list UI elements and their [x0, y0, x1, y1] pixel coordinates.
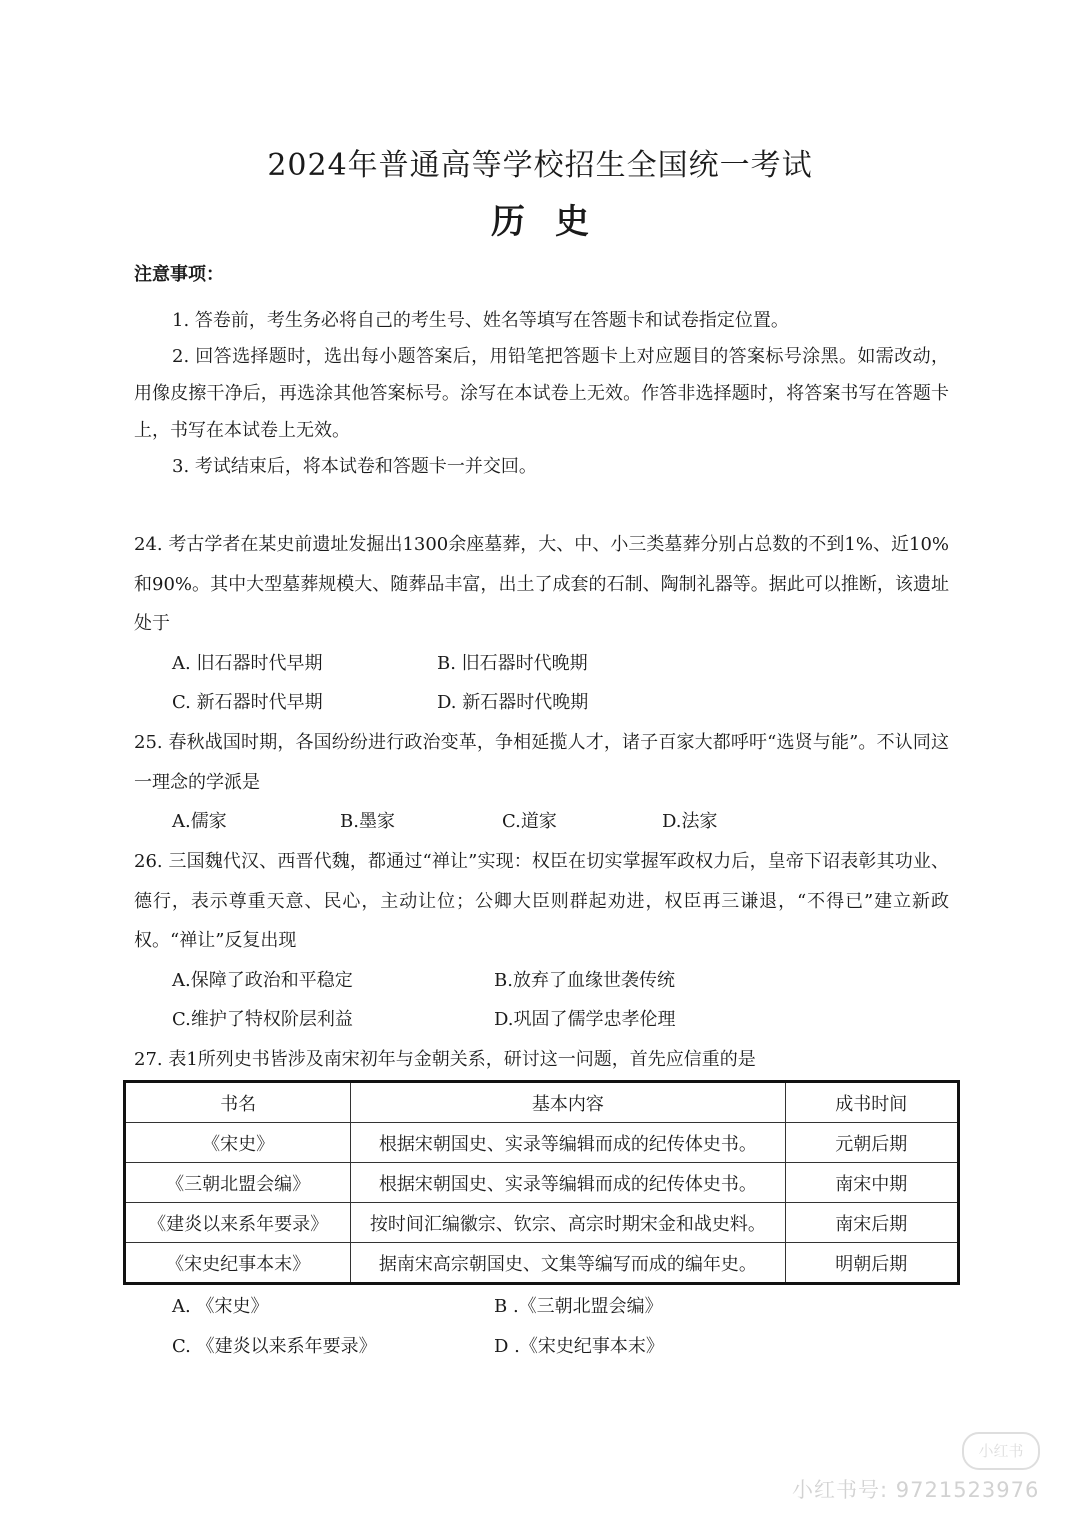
- table-row: [125, 1123, 959, 1163]
- notice-item-3: 3. 考试结束后，将本试卷和答题卡一并交回。: [172, 456, 537, 477]
- table-cell: 南宋中期: [785, 1163, 958, 1203]
- question-25-option-a[interactable]: A.儒家: [172, 811, 227, 832]
- table-cell: 根据宋朝国史、实录等编辑而成的纪传体史书。: [351, 1163, 785, 1203]
- question-24-option-b[interactable]: B. 旧石器时代晚期: [437, 653, 588, 674]
- table-header-cell: 成书时间: [785, 1082, 958, 1123]
- question-26-stem: 26. 三国魏代汉、西晋代魏，都通过“禅让”实现：权臣在切实掌握军政权力后，皇帝下诏表彰其功业、德行，表示尊重天意、民心，主动让位；公卿大臣则群起劝进，权臣再三谦退，“不得已”建立新政权。“禅让”反复出现: [134, 851, 949, 951]
- subject-title: 历史: [491, 202, 619, 242]
- table-cell: 按时间汇编徽宗、钦宗、高宗时期宋金和战史料。: [351, 1203, 785, 1243]
- table-cell: 《建炎以来系年要录》: [125, 1203, 351, 1243]
- watermark-text: 小红书号: 9721523976: [792, 1478, 1040, 1502]
- table-header-row: [125, 1082, 959, 1123]
- question-26-option-b[interactable]: B.放弃了血缘世袭传统: [494, 970, 675, 991]
- question-25-stem: 25. 春秋战国时期，各国纷纷进行政治变革，争相延揽人才，诸子百家大都呼吁“选贤与能”。不认同这一理念的学派是: [134, 732, 949, 793]
- table-cell: 《宋史》: [125, 1123, 351, 1163]
- table-cell: 根据宋朝国史、实录等编辑而成的纪传体史书。: [351, 1123, 785, 1163]
- exam-title: 2024年普通高等学校招生全国统一考试: [267, 148, 813, 183]
- question-25-option-b[interactable]: B.墨家: [340, 811, 395, 832]
- question-26-option-c[interactable]: C.维护了特权阶层利益: [172, 1009, 353, 1030]
- table-cell: 南宋后期: [785, 1203, 958, 1243]
- question-26-option-a[interactable]: A.保障了政治和平稳定: [172, 970, 353, 991]
- notice-item-1: 1. 答卷前，考生务必将自己的考生号、姓名等填写在答题卡和试卷指定位置。: [172, 310, 789, 331]
- table-cell: 明朝后期: [785, 1243, 958, 1284]
- question-27-option-a[interactable]: A. 《宋史》: [172, 1296, 269, 1317]
- question-27-option-c[interactable]: C. 《建炎以来系年要录》: [172, 1336, 377, 1357]
- notice-heading: 注意事项：: [134, 264, 224, 285]
- table-cell: 据南宋高宗朝国史、文集等编写而成的编年史。: [351, 1243, 785, 1284]
- table-cell: 元朝后期: [785, 1123, 958, 1163]
- question-25-option-c[interactable]: C.道家: [502, 811, 557, 832]
- question-24-option-a[interactable]: A. 旧石器时代早期: [172, 653, 323, 674]
- question-26-option-d[interactable]: D.巩固了儒学忠孝伦理: [494, 1009, 676, 1030]
- question-25-option-d[interactable]: D.法家: [662, 811, 718, 832]
- table-row: [125, 1243, 959, 1284]
- question-24-option-c[interactable]: C. 新石器时代早期: [172, 692, 323, 713]
- watermark-logo: 小红书: [962, 1432, 1040, 1470]
- table-cell: 《宋史纪事本末》: [125, 1243, 351, 1284]
- table-row: [125, 1203, 959, 1243]
- table-cell: 《三朝北盟会编》: [125, 1163, 351, 1203]
- notice-item-2: 2. 回答选择题时，选出每小题答案后，用铅笔把答题卡上对应题目的答案标号涂黑。如需改动，用像皮擦干净后，再选涂其他答案标号。涂写在本试卷上无效。作答非选择题时，将答案书写在答题卡上，书写在本试卷上无效。: [134, 346, 949, 441]
- question-27-option-d[interactable]: D .《宋史纪事本末》: [494, 1336, 664, 1357]
- table-header-cell: 书名: [125, 1082, 351, 1123]
- question-24-option-d[interactable]: D. 新石器时代晚期: [437, 692, 589, 713]
- table-header-cell: 基本内容: [351, 1082, 785, 1123]
- table-row: [125, 1163, 959, 1203]
- history-books-table: [123, 1080, 960, 1285]
- question-24-stem: 24. 考古学者在某史前遗址发掘出1300余座墓葬，大、中、小三类墓葬分别占总数的不到1%、近10%和90%。其中大型墓葬规模大、随葬品丰富，出土了成套的石制、陶制礼器等。据此可以推断，该遗址处于: [134, 534, 949, 634]
- question-27-stem: 27. 表1所列史书皆涉及南宋初年与金朝关系，研讨这一问题，首先应信重的是: [134, 1049, 756, 1070]
- question-27-option-b[interactable]: B .《三朝北盟会编》: [494, 1296, 663, 1317]
